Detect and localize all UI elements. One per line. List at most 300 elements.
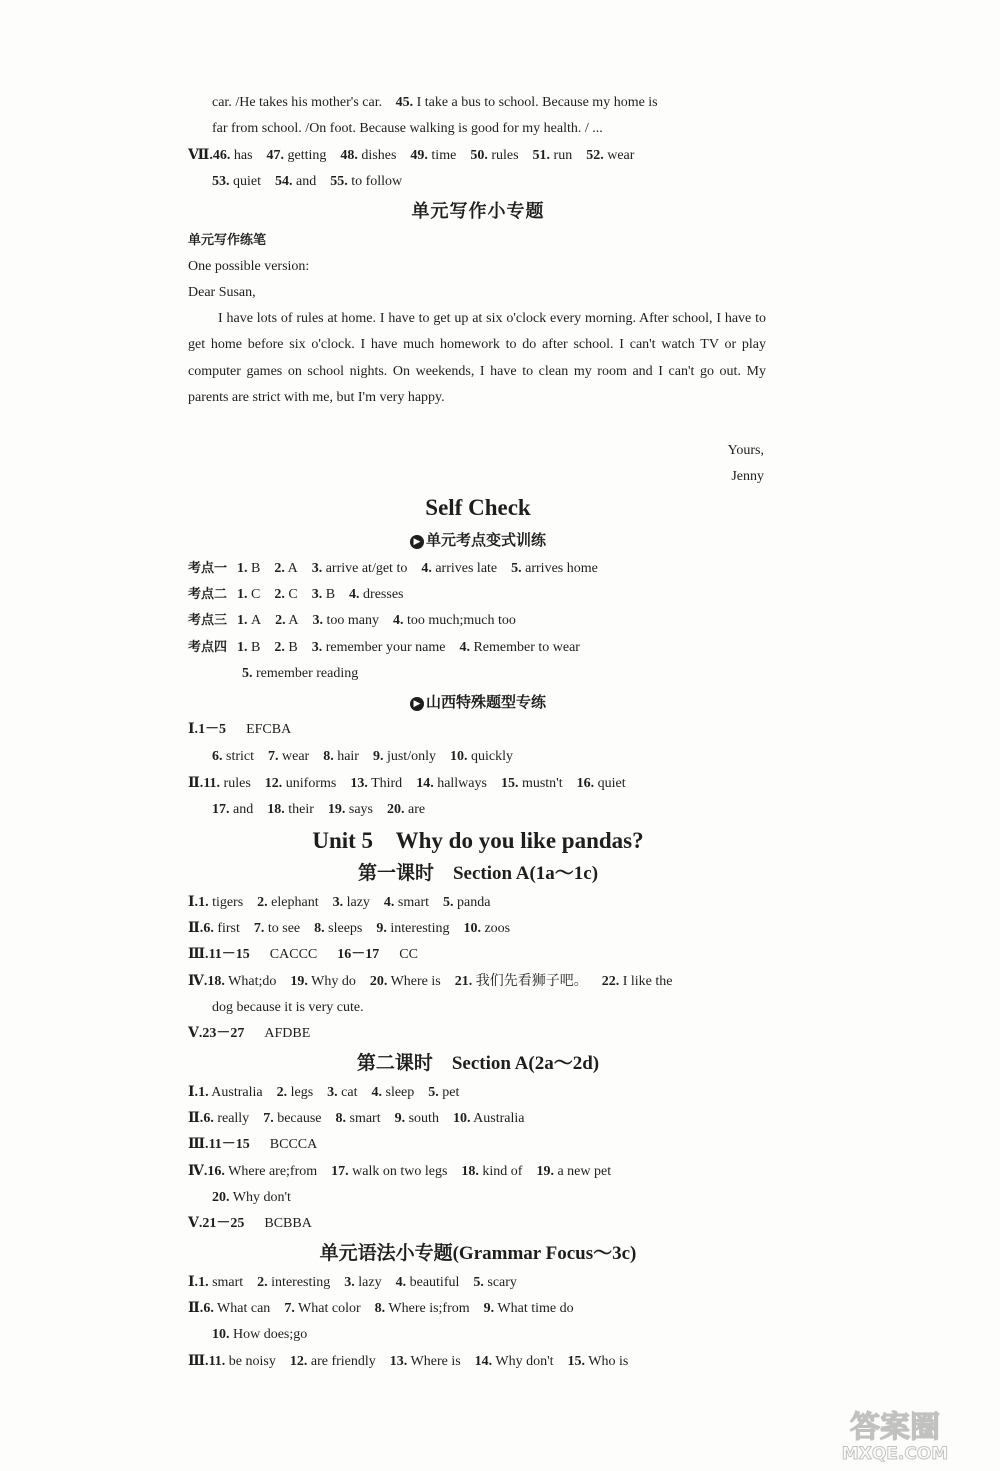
item-answer: B: [247, 640, 261, 655]
item-answer: arrive at/get to: [322, 561, 408, 576]
answer-item: [461, 1164, 522, 1179]
answer-list: [242, 666, 372, 681]
item-number: 51.: [532, 148, 551, 163]
answer-item: [203, 1301, 270, 1316]
item-answer: lazy: [354, 1275, 382, 1290]
item-number: 18.: [207, 974, 225, 989]
answer-item: [242, 666, 358, 681]
item-number: 2.: [274, 587, 285, 602]
item-number: 19.: [536, 1164, 554, 1179]
answer-item: [237, 613, 261, 628]
item-answer: lazy: [343, 895, 370, 910]
answer-item: [277, 1085, 314, 1100]
answer-item: [237, 561, 260, 576]
item-answer: quiet: [594, 776, 626, 791]
answer-item: [577, 776, 626, 791]
item-number: 6.: [203, 1301, 214, 1316]
answer-line: [188, 1299, 768, 1319]
item-number: 17.: [331, 1164, 349, 1179]
answer-item: [212, 174, 261, 189]
item-answer: south: [405, 1111, 439, 1126]
answer-item: [350, 776, 402, 791]
answer-list: [212, 1190, 305, 1205]
answer-item: [198, 1085, 263, 1100]
section-number: Ⅴ.: [188, 1026, 203, 1041]
answer-item: [263, 1111, 321, 1126]
item-answer: smart: [346, 1111, 381, 1126]
item-number: 11.: [208, 1354, 226, 1369]
item-answer: I like the: [619, 974, 673, 989]
item-number: 20.: [212, 1190, 230, 1205]
answer-item: [274, 587, 297, 602]
subsection-title: ▶ 山西特殊题型专练: [188, 692, 768, 712]
answer-list: [203, 921, 524, 936]
item-number: 22.: [601, 974, 620, 989]
subsection-label: 单元写作练笔: [188, 233, 267, 248]
item-answer: C: [247, 587, 261, 602]
item-number: 2.: [276, 1085, 288, 1100]
item-answer: quiet: [229, 174, 261, 189]
item-answer: kind of: [478, 1164, 523, 1179]
item-number: 49.: [410, 148, 428, 163]
answer-item: [312, 561, 408, 576]
item-answer: run: [550, 148, 573, 163]
answer-line: [188, 774, 768, 794]
answer-list: [212, 1327, 321, 1342]
version-label: One possible version:: [188, 259, 310, 274]
item-answer: Where are;from: [224, 1164, 318, 1179]
point-label: 考点二: [188, 587, 228, 602]
item-number: 7.: [263, 1111, 274, 1126]
answer-line: [212, 172, 792, 192]
answer-list: [237, 561, 612, 576]
answer-item: [395, 1111, 439, 1126]
lesson-title: 第一课时 Section A(1a～1c): [357, 863, 599, 884]
answer-item: [459, 640, 580, 655]
item-answer: B: [322, 587, 336, 602]
answer-item: [470, 148, 518, 163]
item-number: 15.: [500, 776, 519, 791]
section-number: Ⅱ.: [188, 776, 204, 791]
item-answer: tigers: [208, 895, 244, 910]
answer-line: [188, 1135, 768, 1155]
answer-list: [212, 802, 439, 817]
point-label: 考点四: [188, 640, 228, 655]
item-answer: arrives late: [431, 561, 498, 576]
section-number: Ⅰ.: [188, 722, 199, 737]
item-answer: are friendly: [307, 1354, 376, 1369]
answer-line: [188, 611, 768, 631]
answer-item: [536, 1164, 611, 1179]
section-number: Ⅶ.: [188, 148, 213, 163]
item-number: 6.: [203, 921, 214, 936]
answer-list: [213, 148, 649, 163]
lesson-title: 第二课时 Section A(2a～2d): [356, 1053, 600, 1074]
item-number: 11.: [203, 776, 221, 791]
letter-body: I have lots of rules at home. I have to get up at six o'clock every morning. After school, I have to get home before six o'clock. I have much homework to do after school. I can't watch TV or play computer games on school nights. On weekends, I have to clean my room and I can't go out. My parents are strict with me, but I'm very happy.: [188, 311, 766, 406]
item-answer: arrives home: [521, 561, 598, 576]
answer-line: [188, 585, 768, 605]
answer-line: [188, 638, 768, 658]
answer-item: [209, 1354, 276, 1369]
answer-item: [396, 1275, 460, 1290]
item-number: 5.: [428, 1085, 439, 1100]
answer-item: [340, 148, 396, 163]
item-number: 9.: [376, 921, 387, 936]
item-answer: A: [284, 561, 298, 576]
item-answer: 我们先看狮子吧。: [472, 974, 588, 989]
answer-text: AFDBE: [264, 1026, 311, 1041]
answer-item: [207, 974, 276, 989]
item-answer: a new pet: [553, 1164, 612, 1179]
answer-item: [410, 148, 456, 163]
item-answer: remember your name: [322, 640, 446, 655]
item-answer: because: [273, 1111, 322, 1126]
range-label: 1－5: [198, 722, 227, 737]
item-number: 52.: [586, 148, 604, 163]
answer-line: [212, 1325, 792, 1345]
answer-item: [274, 561, 297, 576]
item-answer: interesting: [267, 1275, 331, 1290]
item-number: 4.: [383, 895, 395, 910]
item-number: 45.: [395, 95, 414, 110]
unit-title: Unit 5 Why do you like pandas?: [312, 828, 644, 853]
item-answer: interesting: [386, 921, 450, 936]
item-answer: Why don't: [229, 1190, 291, 1205]
item-number: 4.: [371, 1085, 382, 1100]
item-answer: A: [285, 613, 299, 628]
item-answer: hallways: [433, 776, 487, 791]
answer-item: [314, 921, 362, 936]
answer-line: [242, 664, 822, 684]
item-number: 5.: [443, 895, 454, 910]
answer-item: [198, 1275, 243, 1290]
section-number: Ⅰ.: [188, 1275, 199, 1290]
item-answer: Where is: [387, 974, 441, 989]
answer-item: [428, 1085, 459, 1100]
self-check-title: Self Check: [425, 495, 531, 520]
answer-item: [212, 1327, 307, 1342]
answer-item: [290, 974, 355, 989]
answer-item: [207, 1164, 317, 1179]
item-number: 15.: [567, 1354, 586, 1369]
item-number: 10.: [449, 749, 468, 764]
item-number: 8.: [335, 1111, 346, 1126]
item-answer: remember reading: [252, 666, 359, 681]
section-number: Ⅳ.: [188, 1164, 208, 1179]
item-number: 3.: [327, 1085, 338, 1100]
item-answer: are: [404, 802, 426, 817]
item-number: 10.: [452, 1111, 471, 1126]
answer-list: [237, 640, 594, 655]
item-number: 16.: [576, 776, 595, 791]
item-answer: just/only: [383, 749, 436, 764]
answer-item: [257, 895, 318, 910]
item-answer: What color: [294, 1301, 361, 1316]
answer-item: [268, 749, 309, 764]
range-label: 16－17: [337, 947, 380, 962]
answer-item: [331, 1164, 447, 1179]
answer-list: [198, 895, 504, 910]
answer-item: [312, 640, 446, 655]
item-answer: What can: [213, 1301, 271, 1316]
answer-item: [237, 587, 260, 602]
answer-line: [188, 1109, 768, 1129]
answer-text: CC: [399, 947, 418, 962]
item-number: 17.: [212, 802, 230, 817]
answer-text: BCCCA: [269, 1137, 318, 1152]
item-answer: B: [247, 561, 261, 576]
section-number: Ⅰ.: [188, 895, 199, 910]
item-number: 10.: [463, 921, 481, 936]
answer-item: [284, 1301, 360, 1316]
item-answer: scary: [483, 1275, 517, 1290]
answer-item: [384, 895, 429, 910]
range-label: 11－15: [208, 947, 250, 962]
item-answer: Australia: [470, 1111, 525, 1126]
answer-line: far from school. /On foot. Because walking is good for my health. / ...: [212, 121, 603, 136]
answer-item: [203, 776, 250, 791]
answer-list: [237, 587, 417, 602]
answer-item: [393, 613, 516, 628]
item-number: 9.: [394, 1111, 406, 1126]
answer-item: [586, 148, 634, 163]
letter-greeting: Dear Susan,: [188, 285, 256, 300]
answer-item: [327, 1085, 357, 1100]
answer-item: [443, 895, 490, 910]
item-number: 9.: [372, 749, 384, 764]
answer-item: [387, 802, 425, 817]
item-answer: wear: [278, 749, 310, 764]
answer-item: [203, 1111, 249, 1126]
answer-item: [390, 1354, 461, 1369]
point-label: 考点三: [188, 613, 228, 628]
item-answer: smart: [208, 1275, 244, 1290]
item-number: 1.: [237, 587, 248, 602]
item-answer: be noisy: [225, 1354, 276, 1369]
answer-list: [207, 974, 686, 989]
answer-item: [333, 895, 370, 910]
item-number: 4.: [392, 613, 404, 628]
item-number: 3.: [311, 640, 323, 655]
item-answer: What;do: [224, 974, 277, 989]
answer-item: [602, 974, 673, 989]
item-number: 4.: [349, 587, 360, 602]
answer-item: [265, 776, 337, 791]
answer-list: [212, 174, 416, 189]
answer-item: [257, 1275, 330, 1290]
item-number: 5.: [473, 1275, 484, 1290]
item-number: 20.: [387, 802, 405, 817]
item-number: 46.: [212, 148, 231, 163]
answer-text: I take a bus to school. Because my home is: [416, 95, 658, 110]
section-number: Ⅰ.: [188, 1085, 199, 1100]
answer-item: [416, 776, 487, 791]
item-number: 3.: [332, 895, 344, 910]
item-number: 19.: [327, 802, 346, 817]
grammar-title: 单元语法小专题(Grammar Focus～3c): [319, 1243, 637, 1264]
item-number: 14.: [416, 776, 434, 791]
item-number: 21.: [454, 974, 473, 989]
range-label: 23－27: [202, 1026, 245, 1041]
answer-item: [376, 921, 449, 936]
item-answer: uniforms: [282, 776, 337, 791]
answer-line: [188, 1083, 768, 1103]
item-answer: to follow: [347, 174, 403, 189]
answer-line: [188, 720, 768, 740]
item-answer: hair: [333, 749, 359, 764]
section-number: Ⅴ.: [188, 1216, 203, 1231]
watermark-url: MXQE.COM: [841, 1444, 949, 1463]
item-answer: has: [230, 148, 253, 163]
letter-closing: Yours,: [727, 443, 764, 458]
item-number: 6.: [212, 749, 223, 764]
answer-text: EFCBA: [246, 722, 292, 737]
item-number: 18.: [461, 1164, 479, 1179]
item-number: 3.: [311, 561, 323, 576]
item-answer: C: [284, 587, 298, 602]
answer-line: [188, 1352, 768, 1372]
play-arrow-icon: ▶: [410, 535, 424, 549]
answer-item: [254, 921, 300, 936]
item-number: 1.: [198, 895, 209, 910]
answer-item: [450, 749, 513, 764]
point-label: 考点一: [188, 561, 228, 576]
item-answer: What time do: [494, 1301, 574, 1316]
item-answer: panda: [453, 895, 491, 910]
answer-list: [203, 1111, 538, 1126]
item-number: 4.: [395, 1275, 407, 1290]
item-number: 3.: [344, 1275, 355, 1290]
item-answer: time: [427, 148, 457, 163]
answer-item: [274, 640, 297, 655]
item-answer: smart: [394, 895, 430, 910]
item-answer: their: [284, 802, 314, 817]
watermark-text: 答案圈: [850, 1410, 940, 1445]
item-answer: Why do: [307, 974, 356, 989]
answer-item: [344, 1275, 381, 1290]
item-answer: dresses: [359, 587, 404, 602]
item-number: 6.: [203, 1111, 214, 1126]
item-number: 1.: [198, 1085, 209, 1100]
section-number: Ⅳ.: [188, 974, 208, 989]
item-answer: Where is;from: [385, 1301, 470, 1316]
item-number: 12.: [264, 776, 283, 791]
answer-list: [207, 1164, 625, 1179]
item-number: 4.: [459, 640, 470, 655]
answer-line: [188, 1162, 768, 1182]
item-answer: dishes: [357, 148, 397, 163]
item-number: 4.: [421, 561, 432, 576]
item-answer: sleep: [382, 1085, 415, 1100]
item-answer: too much;much too: [403, 613, 516, 628]
item-answer: legs: [287, 1085, 314, 1100]
answer-item: [212, 802, 253, 817]
range-label: 21－25: [202, 1216, 245, 1231]
answer-item: [484, 1301, 574, 1316]
item-answer: quickly: [467, 749, 513, 764]
answer-item: [375, 1301, 470, 1316]
item-answer: Where is: [407, 1354, 461, 1369]
item-answer: pet: [438, 1085, 460, 1100]
item-number: 8.: [314, 921, 325, 936]
item-number: 1.: [237, 613, 248, 628]
answer-line: [188, 1024, 768, 1044]
answer-list: [203, 776, 639, 791]
item-number: 7.: [268, 749, 279, 764]
item-answer: elephant: [267, 895, 319, 910]
item-number: 3.: [312, 613, 323, 628]
answer-item: [373, 749, 436, 764]
item-number: 3.: [311, 587, 323, 602]
answer-list: [237, 613, 530, 628]
item-answer: and: [292, 174, 317, 189]
item-answer: mustn't: [518, 776, 563, 791]
item-number: 54.: [275, 174, 293, 189]
item-answer: sleeps: [324, 921, 363, 936]
answer-item: [511, 561, 598, 576]
answer-item: [370, 974, 441, 989]
item-number: 5.: [242, 666, 253, 681]
item-number: 12.: [289, 1354, 308, 1369]
item-number: 18.: [267, 802, 285, 817]
section-number: Ⅱ.: [188, 1111, 204, 1126]
range-label: 11－15: [208, 1137, 250, 1152]
answer-item: [349, 587, 403, 602]
item-answer: A: [247, 613, 262, 628]
answer-item: [312, 587, 335, 602]
item-number: 8.: [323, 749, 334, 764]
item-number: 7.: [284, 1301, 295, 1316]
answer-item: [568, 1354, 629, 1369]
answer-line: [188, 893, 768, 913]
answer-item: [533, 148, 573, 163]
item-answer: Remember to wear: [469, 640, 580, 655]
item-answer: too many: [322, 613, 379, 628]
answer-line: [188, 1273, 768, 1293]
item-number: 47.: [266, 148, 285, 163]
section-number: Ⅲ.: [188, 1354, 209, 1369]
item-answer: beautiful: [406, 1275, 460, 1290]
subsection-title: ▶ 单元考点变式训练: [188, 530, 768, 550]
answer-list: [212, 749, 527, 764]
item-number: 55.: [330, 174, 348, 189]
answer-list: [198, 1085, 473, 1100]
answer-item: [323, 749, 359, 764]
answer-item: [290, 1354, 376, 1369]
item-answer: Why don't: [492, 1354, 554, 1369]
answer-item: [212, 1190, 291, 1205]
answer-item: [267, 148, 327, 163]
item-number: 10.: [212, 1327, 230, 1342]
section-number: Ⅲ.: [188, 1137, 209, 1152]
answer-line: [212, 1188, 792, 1208]
answer-line: [212, 93, 792, 113]
answer-line: [188, 972, 768, 992]
item-number: 13.: [389, 1354, 408, 1369]
item-number: 13.: [350, 776, 368, 791]
item-answer: Australia: [208, 1085, 263, 1100]
item-number: 8.: [374, 1301, 386, 1316]
answer-item: [198, 895, 243, 910]
answer-text: CACCC: [269, 947, 318, 962]
item-answer: says: [345, 802, 373, 817]
answer-item: [267, 802, 314, 817]
play-arrow-icon: ▶: [410, 697, 424, 711]
answer-line: [212, 800, 792, 820]
section-number: Ⅱ.: [188, 921, 204, 936]
letter-signature: Jenny: [731, 469, 764, 484]
